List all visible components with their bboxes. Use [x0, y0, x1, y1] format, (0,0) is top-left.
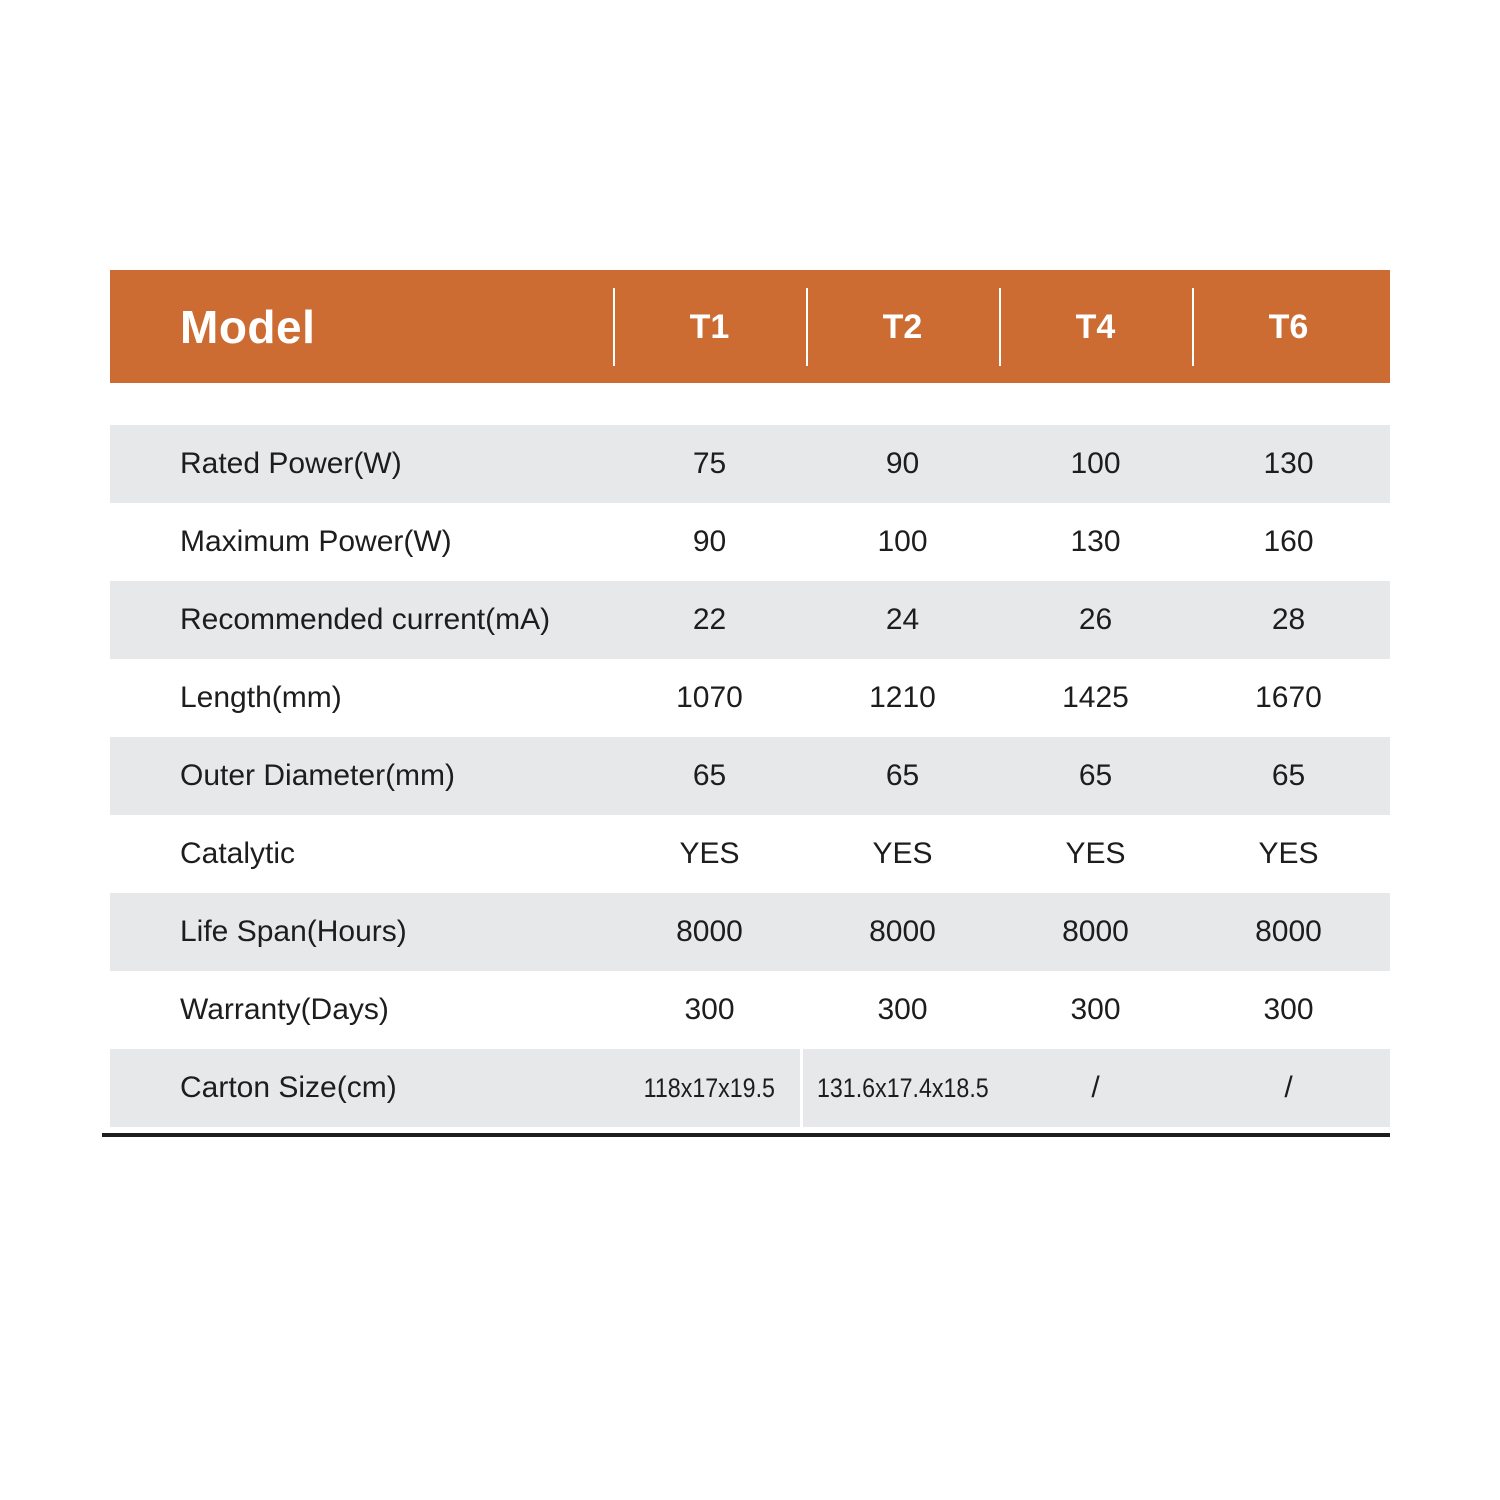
cell-t4 — [999, 449, 1192, 479]
cell-value: 8000 — [869, 915, 936, 948]
cell-t2 — [806, 1072, 999, 1103]
cell-value: 300 — [877, 993, 928, 1026]
cell-t6 — [1192, 449, 1385, 479]
row-label: Life Span(Hours) — [180, 915, 407, 948]
row-label-cell — [110, 917, 613, 947]
cell-value: 118x17x19.5 — [643, 1072, 776, 1103]
cell-t2 — [806, 527, 999, 557]
cell-value: 300 — [684, 993, 735, 1026]
cell-value: 65 — [692, 759, 727, 792]
cell-t1 — [613, 995, 806, 1025]
table-row — [110, 971, 1390, 1049]
cell-t2 — [806, 917, 999, 947]
column-header-label: T4 — [1075, 307, 1116, 346]
row-label: Length(mm) — [180, 681, 342, 714]
table-row — [110, 815, 1390, 893]
cell-value: 65 — [1271, 759, 1306, 792]
table-row — [110, 581, 1390, 659]
row-label-cell — [110, 839, 613, 869]
row-label: Carton Size(cm) — [180, 1071, 397, 1104]
cell-value: YES — [1065, 837, 1126, 870]
header-column-divider — [1192, 288, 1194, 366]
cell-value: 1425 — [1062, 681, 1129, 714]
cell-t6 — [1192, 761, 1385, 791]
cell-value: 160 — [1263, 525, 1314, 558]
cell-t6 — [1192, 917, 1385, 947]
cell-value: 1210 — [869, 681, 936, 714]
column-header-label: T2 — [882, 307, 923, 346]
cell-t6 — [1192, 683, 1385, 713]
cell-value: 24 — [885, 603, 920, 636]
cell-t4 — [999, 683, 1192, 713]
row-label: Outer Diameter(mm) — [180, 759, 456, 792]
table-row — [110, 1049, 1390, 1127]
cell-t1 — [613, 527, 806, 557]
column-header-label: T6 — [1268, 307, 1309, 346]
table-row — [110, 659, 1390, 737]
cell-t1 — [613, 683, 806, 713]
cell-value: 8000 — [676, 915, 743, 948]
cell-value: 8000 — [1062, 915, 1129, 948]
cell-t6 — [1192, 1073, 1385, 1103]
cell-value: YES — [679, 837, 740, 870]
cell-value: 22 — [692, 603, 727, 636]
column-header-t6 — [1192, 307, 1385, 346]
header-column-divider — [999, 288, 1001, 366]
cell-value: / — [1284, 1071, 1293, 1104]
cell-t2 — [806, 605, 999, 635]
table-title: Model — [180, 300, 316, 353]
table-header-row — [110, 270, 1390, 383]
cell-value: 100 — [877, 525, 928, 558]
cell-value: 75 — [692, 447, 727, 480]
cell-t4 — [999, 1073, 1192, 1103]
row-label-cell — [110, 761, 613, 791]
table-row — [110, 425, 1390, 503]
cell-value: YES — [1258, 837, 1319, 870]
cell-value: 300 — [1070, 993, 1121, 1026]
cell-t2 — [806, 761, 999, 791]
column-header-t1 — [613, 307, 806, 346]
row-label-cell — [110, 605, 613, 635]
cell-t2 — [806, 995, 999, 1025]
cell-t4 — [999, 761, 1192, 791]
cell-t4 — [999, 839, 1192, 869]
cell-t2 — [806, 839, 999, 869]
table-row — [110, 893, 1390, 971]
cell-t1 — [613, 761, 806, 791]
header-column-divider — [613, 288, 615, 366]
cell-t1 — [613, 1072, 806, 1103]
cell-t4 — [999, 527, 1192, 557]
column-header-t2 — [806, 307, 999, 346]
cell-t2 — [806, 449, 999, 479]
cell-t6 — [1192, 605, 1385, 635]
cell-t6 — [1192, 527, 1385, 557]
row-label-cell — [110, 527, 613, 557]
cell-value: 26 — [1078, 603, 1113, 636]
cell-t2 — [806, 683, 999, 713]
cell-t1 — [613, 605, 806, 635]
header-column-divider — [806, 288, 808, 366]
cell-value: / — [1091, 1071, 1100, 1104]
cell-t4 — [999, 605, 1192, 635]
column-header-label: T1 — [689, 307, 730, 346]
cell-value: 130 — [1263, 447, 1314, 480]
row-label: Catalytic — [180, 837, 296, 870]
cell-value: 28 — [1271, 603, 1306, 636]
cell-value: 300 — [1263, 993, 1314, 1026]
cell-value: YES — [872, 837, 933, 870]
row-label: Maximum Power(W) — [180, 525, 452, 558]
table-row — [110, 737, 1390, 815]
cell-value: 90 — [692, 525, 727, 558]
row-label: Warranty(Days) — [180, 993, 389, 1026]
cell-t1 — [613, 917, 806, 947]
table-body — [110, 425, 1390, 1127]
cell-value: 130 — [1070, 525, 1121, 558]
row-label-cell — [110, 995, 613, 1025]
carton-row-divider — [800, 1049, 803, 1127]
row-label: Rated Power(W) — [180, 447, 402, 480]
cell-value: 1070 — [676, 681, 743, 714]
cell-t6 — [1192, 995, 1385, 1025]
header-title-cell — [110, 300, 613, 353]
specification-table — [110, 270, 1390, 1137]
column-header-t4 — [999, 307, 1192, 346]
cell-t6 — [1192, 839, 1385, 869]
cell-t4 — [999, 995, 1192, 1025]
table-row — [110, 503, 1390, 581]
cell-value: 8000 — [1255, 915, 1322, 948]
cell-t1 — [613, 449, 806, 479]
cell-value: 90 — [885, 447, 920, 480]
cell-value: 131.6x17.4x18.5 — [816, 1072, 989, 1103]
cell-t4 — [999, 917, 1192, 947]
row-label-cell — [110, 683, 613, 713]
cell-t1 — [613, 839, 806, 869]
row-label: Recommended current(mA) — [180, 603, 551, 636]
cell-value: 1670 — [1255, 681, 1322, 714]
row-label-cell — [110, 449, 613, 479]
cell-value: 65 — [1078, 759, 1113, 792]
table-bottom-rule — [102, 1133, 1390, 1137]
cell-value: 100 — [1070, 447, 1121, 480]
row-label-cell — [110, 1073, 613, 1103]
cell-value: 65 — [885, 759, 920, 792]
